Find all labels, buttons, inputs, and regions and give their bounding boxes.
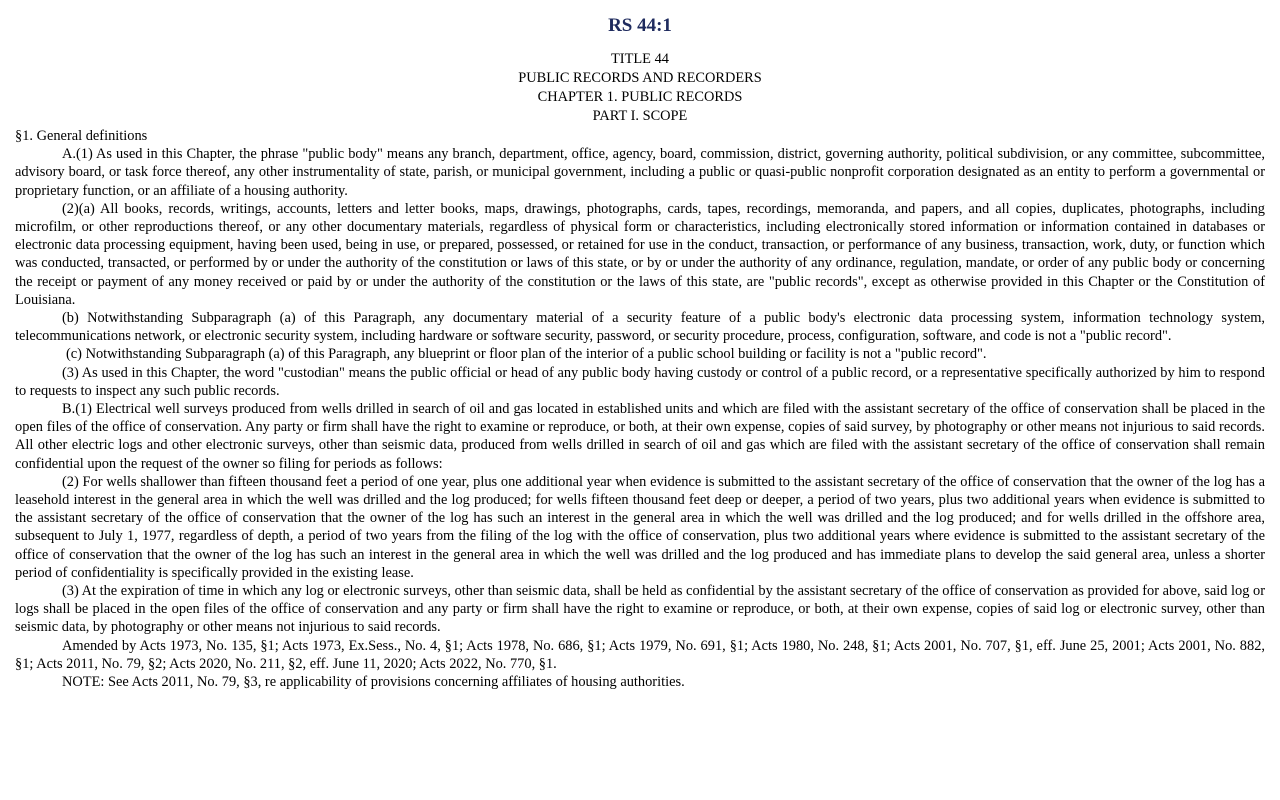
heading-part: PART I. SCOPE: [592, 108, 688, 124]
amendment-history: Amended by Acts 1973, No. 135, §1; Acts 1973, Ex.Sess., No. 4, §1; Acts 1978, No. 686, §1; Acts 1979, No. 691, §1; Acts 1980, No. 248, §1; Acts 2001, No. 707, §1, eff. June 25, 2001; Acts 2001, No. 882, §1; Acts 2011, No. 79, §2; Acts 2020, No. 211, §2, eff. June 11, 2020; Acts 2022, No. 770, §1.: [15, 637, 1265, 672]
paragraph-b3: (3) At the expiration of time in which any log or electronic surveys, other than seismic data, shall be held as confidential by the assistant secretary of the office of conservation as provided for above, said log or logs shall be placed in the open files of the office of conservation and any party or firm shall have the right to examine or reproduce, or both, at their own expense, copies of said log or electronic survey, other than seismic data, by photography or other means not injurious to said records.: [15, 583, 1265, 636]
heading-chapter: CHAPTER 1. PUBLIC RECORDS: [537, 89, 743, 105]
paragraph-a2c: (c) Notwithstanding Subparagraph (a) of this Paragraph, any blueprint or floor plan of the interior of a public school building or facility is not a "public record".: [66, 346, 987, 363]
paragraph-b2: (2) For wells shallower than fifteen thousand feet a period of one year, plus one additional year when evidence is submitted to the assistant secretary of the office of conservation that the owner of the log has a leasehold interest in the general area in which the well was drilled and the log produced; for wells fifteen thousand feet deep or deeper, a period of two years, plus two additional years when evidence is submitted to the assistant secretary of the office of conservation that the owner of the log has such an interest in the general area in which the well was drilled and the log produced; and for wells drilled in the offshore area, subsequent to July 1, 1977, regardless of depth, a period of two years from the filing of the log with the office of conservation, plus two additional years where evidence is submitted to the assistant secretary of the office of conservation that the owner of the log has such an interest in the general area in which the well was drilled and the log produced and has immediate plans to develop the said general area, unless a shorter period of confidentiality is specifically provided in the existing lease.: [15, 473, 1265, 581]
paragraph-a2b: (b) Notwithstanding Subparagraph (a) of this Paragraph, any documentary material of a security feature of a public body's electronic data processing system, information technology system, telecommunications network, or electronic security system, including hardware or software security, password, or security procedure, process, configuration, software, and code is not a "public record".: [15, 310, 1265, 345]
heading-title: TITLE 44: [611, 51, 669, 67]
page-title: RS 44:1: [608, 15, 672, 36]
document-heading: [15, 50, 1265, 126]
paragraph-a3: (3) As used in this Chapter, the word "custodian" means the public official or head of any public body having custody or control of a public record, or a representative specifically authorized by him to respond to requests to inspect any such public records.: [15, 364, 1265, 399]
section-title: §1. General definitions: [15, 128, 148, 144]
paragraph-a1: A.(1) As used in this Chapter, the phrase "public body" means any branch, department, office, agency, board, commission, district, governing authority, political subdivision, or any committee, subcommittee, advisory board, or task force thereof, any other instrumentality of state, parish, or municipal government, including a public or quasi-public nonprofit corporation designated as an entity to perform a governmental or proprietary function, or an affiliate of a housing authority.: [15, 146, 1265, 199]
heading-title-name: PUBLIC RECORDS AND RECORDERS: [518, 70, 762, 86]
note: NOTE: See Acts 2011, No. 79, §3, re applicability of provisions concerning affiliates of housing authorities.: [62, 674, 685, 691]
paragraph-b1: B.(1) Electrical well surveys produced from wells drilled in search of oil and gas located in established units and which are filed with the assistant secretary of the office of conservation shall be placed in the open files of the office of conservation. Any party or firm shall have the right to examine or reproduce, or both, at their own expense, copies of said survey, by photography or other means not injurious to said records. All other electric logs and other electronic surveys, other than seismic data, produced from wells drilled in search of oil and gas which are filed with the assistant secretary of the office of conservation shall remain confidential upon the request of the owner so filing for periods as follows:: [15, 401, 1265, 472]
paragraph-a2a: (2)(a) All books, records, writings, accounts, letters and letter books, maps, drawings, photographs, cards, tapes, recordings, memoranda, and papers, and all copies, duplicates, photographs, including microfilm, or other reproductions thereof, or any other documentary materials, regardless of physical form or characteristics, including electronically stored information or information contained in databases or electronic data processing equipment, having been used, being in use, or prepared, possessed, or retained for use in the conduct, transaction, or performance of any business, transaction, work, duty, or function which was conducted, transacted, or performed by or under the authority of the constitution or laws of this state, or by or under the authority of any ordinance, regulation, mandate, or order of any public body or concerning the receipt or payment of any money received or paid by or under the authority of the constitution or the laws of this state, are "public records", except as otherwise provided in this Chapter or the Constitution of Louisiana.: [15, 200, 1265, 308]
